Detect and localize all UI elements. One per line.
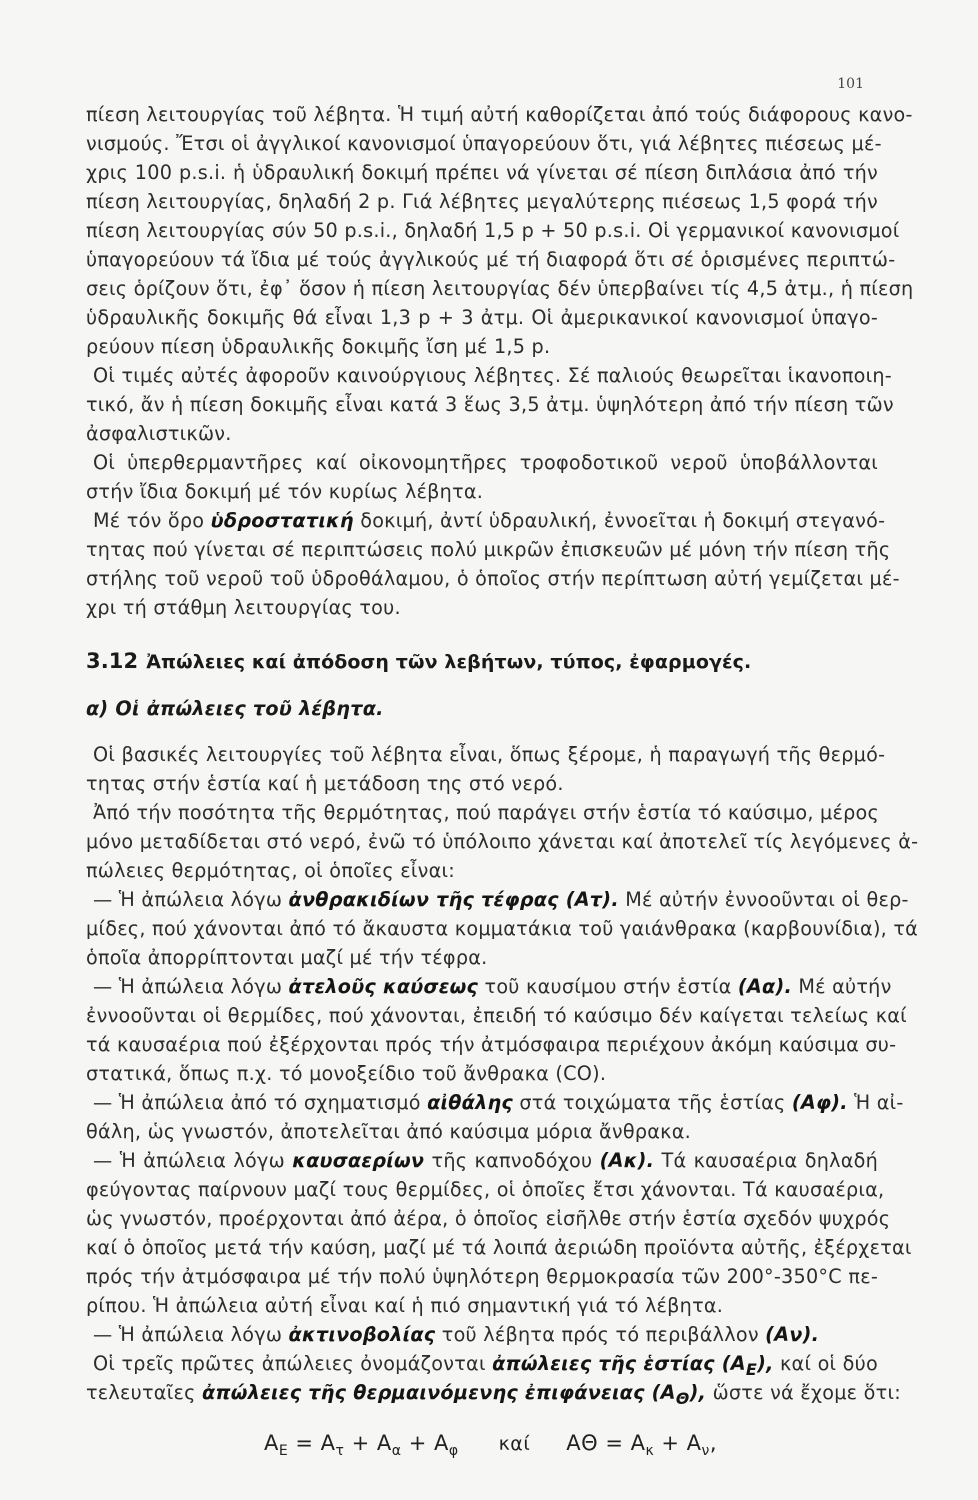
text-line: ὡς γνωστόν, προέρχονται ἀπό ἀέρα, ὁ ὁποῖος εἰσῆλθε στήν ἑστία σχεδόν ψυχρός: [86, 1207, 891, 1230]
paragraph-loss-groups: [86, 1349, 901, 1408]
paragraph-basic-functions: [86, 740, 886, 798]
subscript: κ: [645, 1443, 655, 1460]
text-line: τητας πού γίνεται σέ περιπτώσεις πολύ μικρῶν ἐπισκευῶν μέ μόνη τήν πίεση τῆς: [86, 538, 891, 561]
subsection-heading: α) Οἱ ἀπώλειες τοῦ λέβητα.: [86, 697, 384, 720]
text-line: πίεση λειτουργίας σύν 50 p.s.i., δηλαδή 1,5 p + 50 p.s.i. Οἱ γερμανικοί κανονισμοί: [86, 219, 900, 242]
subscript: α: [391, 1443, 402, 1460]
formula-term: + A: [654, 1431, 702, 1455]
text-span: — Ἡ ἀπώλεια λόγω: [93, 888, 289, 911]
text-span: δοκιμή, ἀντί ὑδραυλική, ἐννοεῖται ἡ δοκιμή στεγανό-: [353, 509, 886, 532]
text-span: Μέ αὐτήν ἐννοοῦνται οἱ θερ-: [618, 888, 909, 911]
text-line: ὁποῖα ἀπορρίπτονται μαζί μέ τήν τέφρα.: [86, 946, 488, 969]
text-line: [86, 885, 909, 914]
subscript: ν: [701, 1443, 710, 1460]
formula-term: + A: [344, 1431, 392, 1455]
list-item-radiation: [86, 1320, 878, 1349]
text-line: πρός τήν ἀτμόσφαιρα μέ τήν πολύ ὑψηλότερη θερμοκρασία τῶν 200°-350°C πε-: [86, 1265, 878, 1288]
text-line: νισμούς. Ἔτσι οἱ ἀγγλικοί κανονισμοί ὑπαγορεύουν ὅτι, γιά λέβητες πιέσεως μέ-: [86, 132, 882, 155]
text-span: — Ἡ ἀπώλεια λόγω: [93, 1323, 289, 1346]
text-line: ρίπου. Ἡ ἀπώλεια αὐτή εἶναι καί ἡ πιό σημαντική γιά τό λέβητα.: [86, 1294, 724, 1317]
text-span: Τά καυσαέρια δηλαδή: [654, 1149, 879, 1172]
text-line: ὑδραυλικῆς δοκιμῆς θά εἶναι 1,3 p + 3 ἀτμ. Οἱ ἀμερικανικοί κανονισμοί ὑπαγο-: [86, 306, 878, 329]
text-line: τικό, ἄν ἡ πίεση δοκιμῆς εἶναι κατά 3 ἕως 3,5 ἀτμ. ὑψηλότερη ἀπό τήν πίεση τῶν: [86, 393, 894, 416]
paragraph-heat-losses: [86, 798, 919, 885]
symbol-label: (Αφ).: [791, 1091, 848, 1114]
paragraph-new-boilers: [86, 361, 894, 448]
formula-conjunction: καί: [498, 1433, 531, 1455]
paragraph-superheaters: [86, 448, 878, 506]
emphasis-term: αἰθάλης: [427, 1091, 514, 1114]
text-line: [86, 1088, 904, 1117]
text-line: τά καυσαέρια πού ἐξέρχονται πρός τήν ἀτμόσφαιρα περιέχουν ἀκόμη καύσιμα συ-: [86, 1033, 897, 1056]
text-span: καί οἱ δύο: [773, 1352, 879, 1375]
text-span: Μέ τόν ὅρο: [93, 509, 211, 532]
text-span: τοῦ λέβητα πρός τό περιβάλλον: [435, 1323, 766, 1346]
text-span: ἀπώλειες τῆς θερμαινόμενης ἐπιφάνειας (Α: [201, 1381, 676, 1404]
text-span: ὥστε νά ἔχομε ὅτι:: [706, 1381, 901, 1404]
paragraph-hydrostatic: [86, 506, 900, 622]
text-span: — Ἡ ἀπώλεια ἀπό τό σχηματισμό: [93, 1091, 428, 1114]
emphasis-term: [492, 1352, 774, 1379]
paragraph-hydraulic-test: [86, 100, 914, 361]
text-line: [86, 1146, 878, 1175]
subscript: τ: [335, 1443, 345, 1460]
emphasis-term: ὑδροστατική: [210, 509, 354, 532]
subscript: Θ: [675, 1388, 690, 1408]
subscript: E: [745, 1359, 758, 1379]
text-span: ),: [689, 1381, 707, 1404]
text-line: Οἱ βασικές λειτουργίες τοῦ λέβητα εἶναι, ὅπως ξέρομε, ἡ παραγωγή τῆς θερμό-: [93, 743, 886, 766]
text-line: φεύγοντας παίρνουν μαζί τους θερμίδες, οἱ ὁποῖες ἔτσι χάνονται. Τά καυσαέρια,: [86, 1178, 885, 1201]
section-heading: [86, 644, 878, 678]
emphasis-term: [201, 1381, 707, 1408]
loss-formula: [86, 1421, 878, 1465]
text-line: [86, 506, 886, 535]
formula-term: + A: [401, 1431, 449, 1455]
text-line: τητας στήν ἑστία καί ἡ μετάδοση της στό νερό.: [86, 772, 564, 795]
text-line: στατικά, ὅπως π.χ. τό μονοξείδιο τοῦ ἄνθρακα (CO).: [86, 1062, 607, 1085]
subscript: φ: [448, 1443, 459, 1460]
emphasis-term: ἀκτινοβολίας: [288, 1323, 436, 1346]
symbol-label: (Αν).: [765, 1323, 820, 1346]
symbol-label: (Αα).: [737, 975, 792, 998]
text-span: τελευταῖες: [86, 1381, 202, 1404]
subscript: E: [278, 1443, 289, 1460]
text-line: ρεύουν πίεση ὑδραυλικῆς δοκιμῆς ἴση μέ 1,5 p.: [86, 335, 551, 358]
text-line: στήν ἴδια δοκιμή μέ τόν κυρίως λέβητα.: [86, 480, 484, 503]
list-item-soot: [86, 1088, 904, 1146]
text-line: ὑπαγορεύουν τά ἴδια μέ τούς ἀγγλικούς μέ τή διαφορά ὅτι σέ ὁρισμένες περιπτώ-: [86, 248, 896, 271]
list-item-incomplete-combustion: [86, 972, 907, 1088]
text-line: [86, 1378, 901, 1408]
text-line: πώλειες θερμότητας, οἱ ὁποῖες εἶναι:: [86, 859, 455, 882]
text-line: μόνο μεταδίδεται στό νερό, ἐνῶ τό ὑπόλοιπο χάνεται καί ἀποτελεῖ τίς λεγόμενες ἀ-: [86, 830, 919, 853]
text-line: ἐννοοῦνται οἱ θερμίδες, πού χάνονται, ἐπειδή τό καύσιμο δέν καίγεται τελείως καί: [86, 1004, 907, 1027]
formula-term: = A: [598, 1431, 646, 1455]
page-body: [86, 100, 919, 1465]
text-span: — Ἡ ἀπώλεια λόγω: [93, 975, 289, 998]
text-line: μίδες, πού χάνονται ἀπό τό ἄκαυστα κομματάκια τοῦ γαιάνθρακα (καρβουνίδια), τά: [86, 917, 919, 940]
text-line: Οἱ τιμές αὐτές ἀφοροῦν καινούργιους λέβητες. Σέ παλιούς θεωρεῖται ἱκανοποιη-: [93, 364, 892, 387]
list-item-ash-loss: [86, 885, 919, 972]
text-line: Οἱ ὑπερθερμαντῆρες καί οἰκονομητῆρες τροφοδοτικοῦ νεροῦ ὑποβάλλονται: [93, 451, 878, 474]
text-line: καί ὁ ὁποῖος μετά τήν καύση, μαζί μέ τά λοιπά ἀεριώδη προϊόντα αὐτῆς, ἐξέρχεται: [86, 1236, 912, 1259]
text-line: ἀσφαλιστικῶν.: [86, 422, 232, 445]
text-span: Οἱ τρεῖς πρῶτες ἀπώλειες ὀνομάζονται: [93, 1352, 493, 1375]
text-line: θάλη, ὡς γνωστόν, ἀποτελεῖται ἀπό καύσιμα μόρια ἄνθρακα.: [86, 1120, 691, 1143]
text-line: [86, 1349, 878, 1378]
page-number: 101: [837, 76, 864, 92]
text-span: τῆς καπνοδόχου: [424, 1149, 600, 1172]
text-line: πίεση λειτουργίας τοῦ λέβητα. Ἡ τιμή αὐτή καθορίζεται ἀπό τούς διάφορους κανο-: [86, 103, 913, 126]
text-line: [86, 972, 892, 1001]
text-line: σεις ὁρίζουν ὅτι, ἐφ᾽ ὅσον ἡ πίεση λειτουργίας δέν ὑπερβαίνει τίς 4,5 ἀτμ., ἡ πίεση: [86, 277, 914, 300]
text-line: [86, 1320, 878, 1349]
symbol-label: (Ακ).: [599, 1149, 655, 1172]
text-span: ἀπώλειες τῆς ἑστίας (Α: [492, 1352, 746, 1375]
text-line: χρι τή στάθμη λειτουργίας του.: [86, 596, 401, 619]
formula-term: A: [264, 1431, 279, 1455]
emphasis-term: καυσαερίων: [292, 1149, 425, 1172]
section-title: Ἀπώλειες καί ἀπόδοση τῶν λεβήτων, τύπος, ἐφαρμογές.: [146, 651, 752, 673]
emphasis-term: ἀνθρακιδίων τῆς τέφρας (Ατ).: [288, 888, 619, 911]
text-line: στήλης τοῦ νεροῦ τοῦ ὑδροθάλαμου, ὁ ὁποῖος στήν περίπτωση αὐτή γεμίζεται μέ-: [86, 567, 900, 590]
text-span: τοῦ καυσίμου στήν ἑστία: [478, 975, 738, 998]
formula-term: = A: [288, 1431, 336, 1455]
formula-term: AΘ: [566, 1431, 599, 1455]
text-span: Ἡ αἰ-: [847, 1091, 904, 1114]
text-line: Ἀπό τήν ποσότητα τῆς θερμότητας, πού παράγει στήν ἑστία τό καύσιμο, μέρος: [93, 801, 880, 824]
text-line: χρις 100 p.s.i. ἡ ὑδραυλική δοκιμή πρέπει νά γίνεται σέ πίεση διπλάσια ἀπό τήν: [86, 161, 878, 184]
text-span: Μέ αὐτήν: [792, 975, 892, 998]
emphasis-term: ἀτελοῦς καύσεως: [288, 975, 479, 998]
formula-term: ,: [709, 1431, 718, 1455]
text-span: στά τοιχώματα τῆς ἑστίας: [513, 1091, 792, 1114]
list-item-flue-gas: [86, 1146, 912, 1320]
text-span: ),: [757, 1352, 774, 1375]
section-number: 3.12: [86, 649, 139, 673]
text-line: πίεση λειτουργίας, δηλαδή 2 p. Γιά λέβητες μεγαλύτερης πιέσεως 1,5 φορά τήν: [86, 190, 878, 213]
text-span: — Ἡ ἀπώλεια λόγω: [93, 1149, 293, 1172]
